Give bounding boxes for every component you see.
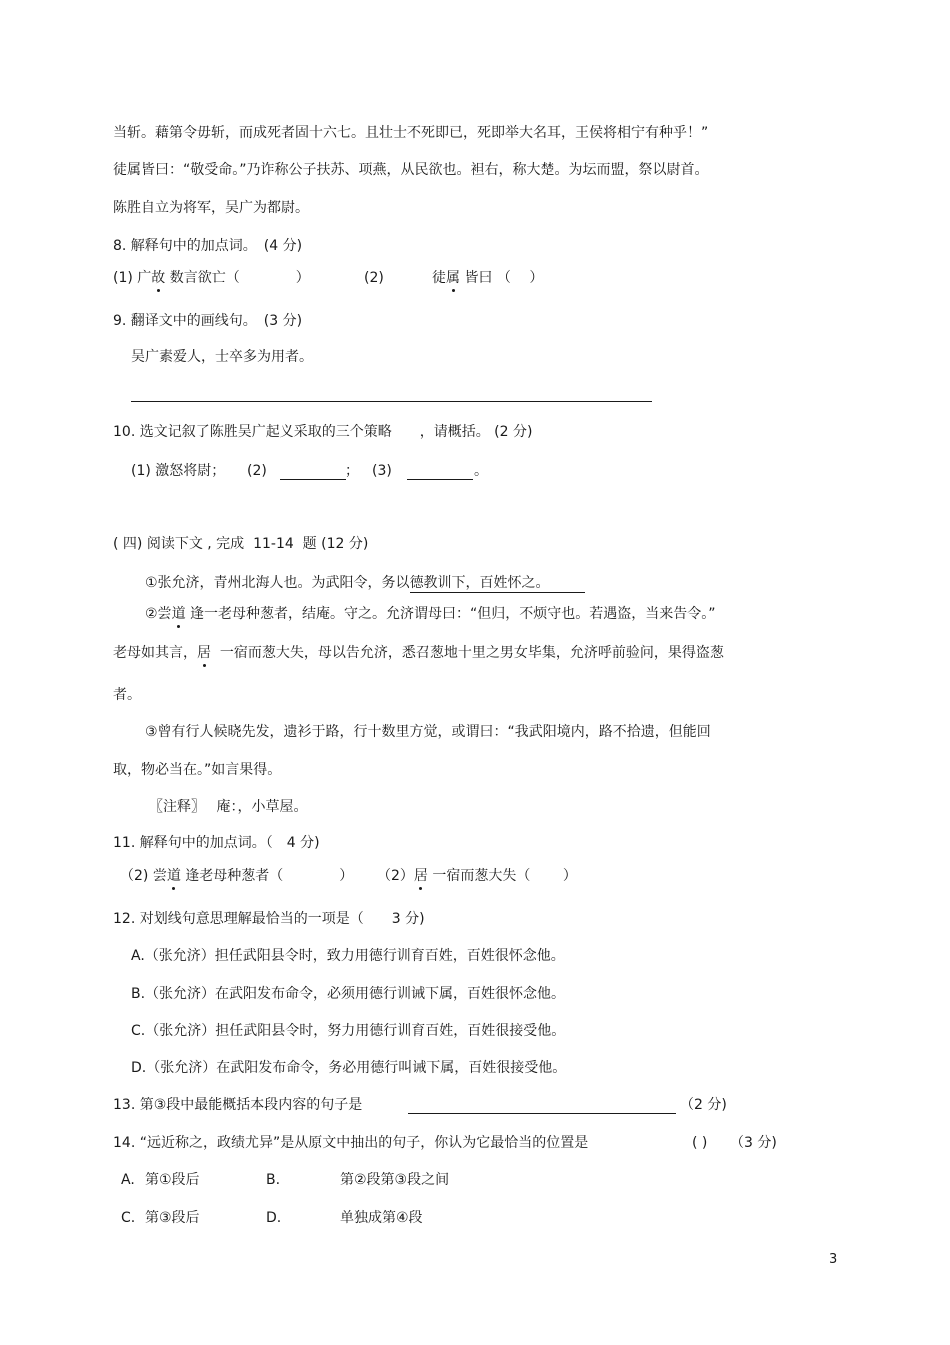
dotted-word: 道 [171,606,186,622]
question-12-option: A.（张允济）担任武阳县令时，致力用德行训育百姓，百姓很怀念他。 [131,948,565,964]
period: 。 [474,463,488,479]
question-13-score: （2 分) [680,1097,727,1113]
item-text: （2） [377,868,414,884]
question-13-stem: 13. 第③段中最能概括本段内容的句子是 [113,1097,363,1113]
dotted-word: 道 [166,868,181,884]
paragraph-text: 一宿而葱大失，母以告允济，悉召葱地十里之男女毕集，允济呼前验问，果得盗葱 [211,645,724,661]
paragraph-1 [145,573,585,593]
dotted-word: 属 [446,270,460,286]
question-10-item-1: (1) 激怒将尉； [131,463,226,479]
question-8-item-1 [113,268,310,288]
dotted-word: 居 [413,868,428,884]
passage-line: 徒属皆曰：“敬受命。”乃诈称公子扶苏、项燕，从民欲也。袒右，称大楚。为坛而盟，祭以尉首。 [113,162,709,178]
paragraph-3: ③曾有行人候晓先发，遗衫于路，行十数里方觉，或谓曰：“我武阳境内，路不拾遗，但能回 [145,724,711,740]
item-text: 逢老母种葱者（ ） [180,868,354,884]
paragraph-2-line-3: 者。 [113,687,141,703]
question-8-item-2 [432,268,543,288]
dotted-word: 居 [197,645,211,661]
option-a-label: A. [121,1172,135,1188]
item-text: 一宿而葱大失（ ） [427,868,577,884]
question-12-option: B.（张允济）在武阳发布命令，必须用德行训诫下属，百姓很怀念他。 [131,986,566,1002]
question-9-stem: 9. 翻译文中的画线句。 (3 分) [113,313,303,329]
question-10-item-3-number: (3) [372,463,392,479]
option-d-text: 单独成第④段 [340,1210,423,1226]
separator: ； [345,463,359,479]
passage-line: 当斩。藉第令毋斩，而成死者固十六七。且壮士不死即已，死即举大名耳，王侯将相宁有种乎！” [113,125,709,141]
dotted-word: 故 [151,270,166,286]
question-10-item-2-number: (2) [247,463,267,479]
question-8-item-2-number: (2) [364,270,384,286]
paragraph-text: 老母如其言， [113,645,197,661]
answer-parentheses: ( ) [692,1135,708,1151]
passage-line: 陈胜自立为将军，吴广为都尉。 [113,200,309,216]
item-text: 皆曰 （ ） [460,270,544,286]
option-d-label: D. [266,1210,282,1226]
question-11-stem: 11. 解释句中的加点词。（ 4 分) [113,835,320,851]
item-text: (1) 广 [113,270,152,286]
question-14-stem: 14. “远近称之，政绩尤异”是从原文中抽出的句子，你认为它最恰当的位置是 [113,1135,589,1151]
option-b-label: B. [266,1172,281,1188]
option-a-text: 第①段后 [145,1172,200,1188]
question-9-sentence: 吴广素爱人，士卒多为用者。 [131,349,313,365]
question-12-option: D.（张允济）在武阳发布命令，务必用德行叫诫下属，百姓很接受他。 [131,1060,567,1076]
paragraph-2-line-2 [113,643,724,663]
paragraph-2 [145,604,716,624]
answer-line [408,1113,676,1114]
underlined-sentence: 德教训下，百姓怀之。 [409,575,585,591]
paragraph-text: 逢一老母种葱者，结庵。守之。允济谓母曰：“但归，不烦守也。若遇盗，当来告令。” [185,606,716,622]
item-text: （2) 尝 [120,868,167,884]
question-11-item-1 [120,866,353,886]
page-number: 3 [829,1252,838,1267]
answer-blank [280,464,346,480]
item-text: 数言欲亡（ ） [165,270,310,286]
question-10-stem: 10. 选文记叙了陈胜吴广起义采取的三个策略 ，请概括。 (2 分) [113,424,533,440]
option-c-text: 第③段后 [145,1210,200,1226]
answer-line [131,401,652,402]
answer-blank [407,464,473,480]
option-c-label: C. [121,1210,136,1226]
annotation-note: 〖注释〗 庵：，小草屋。 [149,799,308,815]
section-heading: ( 四) 阅读下文 , 完成 11-14 题 (12 分) [113,536,369,552]
question-12-option: C.（张允济）担任武阳县令时，努力用德行训育百姓，百姓很接受他。 [131,1023,566,1039]
paragraph-3-line-2: 取，物必当在。”如言果得。 [113,762,282,778]
question-14-score: （3 分) [730,1135,777,1151]
option-b-text: 第②段第③段之间 [340,1172,450,1188]
question-11-item-2 [377,866,577,886]
paragraph-text: ②尝 [145,606,172,622]
paragraph-text: ①张允济，青州北海人也。为武阳令，务以 [145,575,410,591]
question-12-stem: 12. 对划线句意思理解最恰当的一项是（ 3 分) [113,911,425,927]
question-8-stem: 8. 解释句中的加点词。 (4 分) [113,238,303,254]
item-text: 徒 [432,270,446,286]
